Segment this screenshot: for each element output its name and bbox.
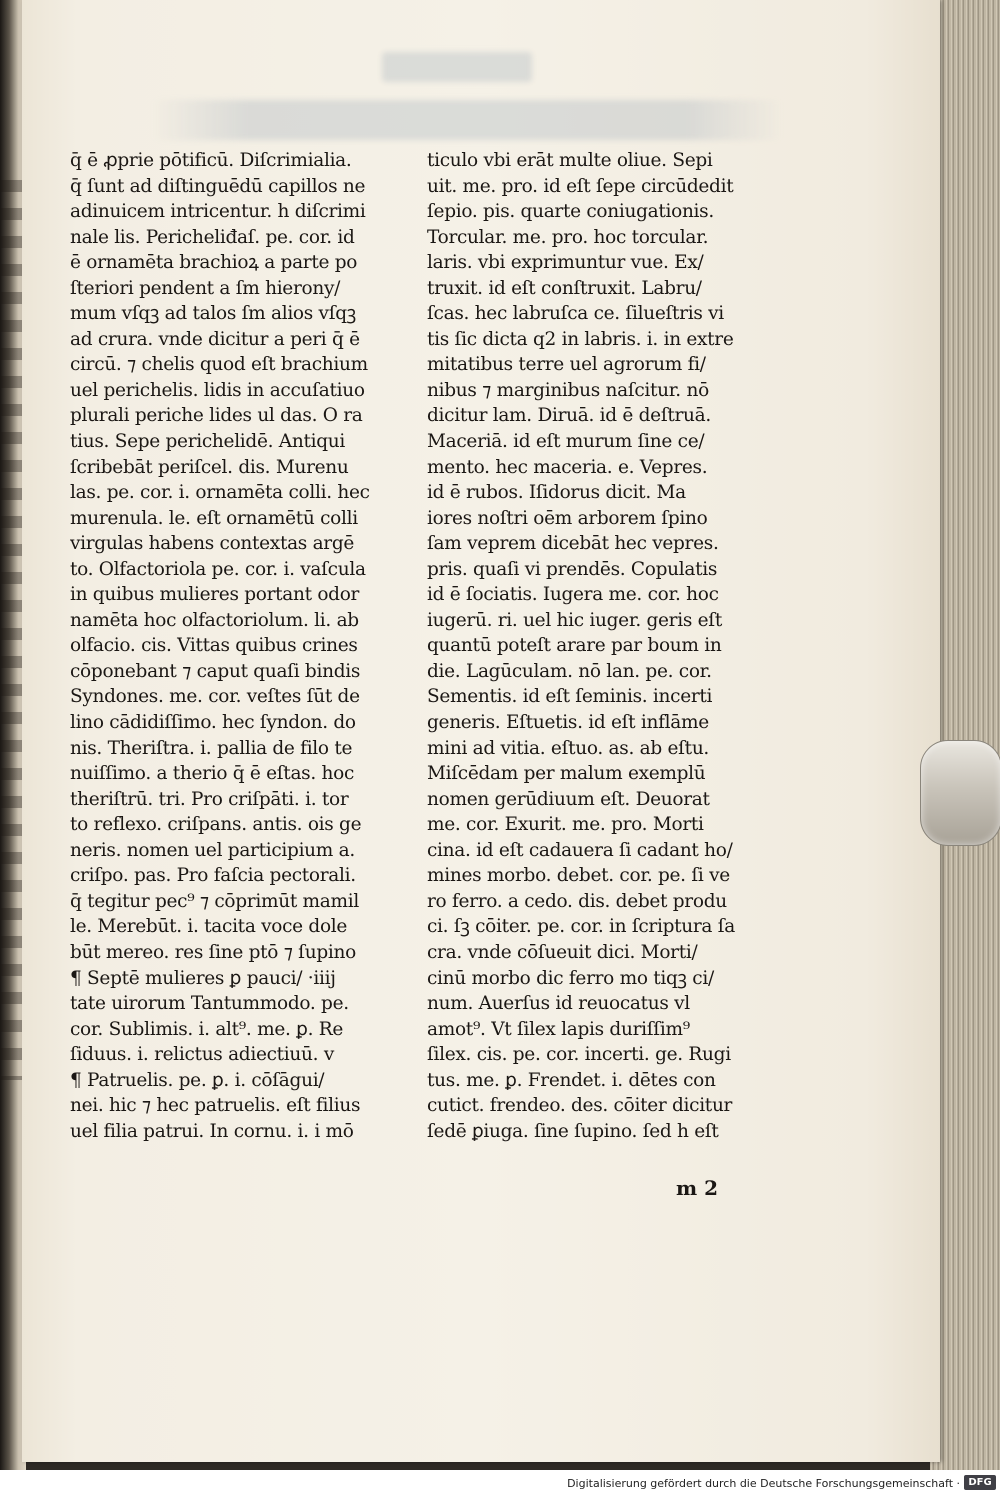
right-column-line: generis. Eſtuetis. id eſt inflāme: [427, 712, 709, 734]
right-column-line: ſilex. cis. pe. cor. incerti. ge. Rugi: [427, 1044, 731, 1066]
left-column-line: nis. Theriſtra. i. pallia de filo te: [70, 737, 353, 759]
left-column-line: to reflexo. criſpans. antis. ois ge: [70, 814, 362, 836]
right-column-line: cina. id eſt cadauera ſi cadant ho/: [427, 839, 733, 861]
left-text-column: [70, 148, 400, 1144]
right-column-line: iugerū. ri. uel hic iuger. geris eſt: [427, 609, 722, 631]
left-column-line: ſiduus. i. relictus adiectiuū. v: [70, 1044, 334, 1066]
left-column-line: theriſtrū. tri. Pro criſpāti. i. tor: [70, 788, 349, 810]
left-column-line: uel perichelis. lidis in accuſatiuo: [70, 379, 365, 401]
right-column-line: ſam veprem dicebāt hec vepres.: [427, 533, 719, 555]
left-column-line: būt mereo. res ſine ptō ⁊ ſupino: [70, 941, 356, 963]
right-column-line: laris. vbi exprimuntur vue. Ex/: [427, 252, 704, 274]
left-column-line: virgulas habens contextas argē: [70, 533, 355, 555]
left-column-line: criſpo. pas. Pro faſcia pectorali.: [70, 865, 356, 887]
left-column-line: circū. ⁊ chelis quod eſt brachium: [70, 354, 368, 376]
right-column-line: cinū morbo dic ferro mo tiqꝫ ci/: [427, 967, 714, 989]
right-column-line: me. cor. Exurit. me. pro. Morti: [427, 814, 704, 836]
left-column-line: murenula. le. eſt ornamētū colli: [70, 507, 358, 529]
right-column-line: dicitur lam. Diruā. id ē deſtruā.: [427, 405, 711, 427]
right-column-line: pris. quaſi vi prendēs. Copulatis: [427, 558, 718, 580]
left-column-line: q̄ tegitur pec⁹ ⁊ cōprimūt mamil: [70, 890, 359, 912]
left-column-line: Syndones. me. cor. veſtes ſūt de: [70, 686, 360, 708]
left-column-line: cor. Sublimis. i. alt⁹. me. ꝑ. Re: [70, 1018, 344, 1040]
bleed-through-rule: [152, 100, 782, 140]
right-column-line: Torcular. me. pro. hoc torcular.: [427, 226, 709, 248]
right-column-line: quantū poteſt arare par boum in: [427, 635, 722, 657]
right-column-line: amot⁹. Vt ſilex lapis duriſſim⁹: [427, 1018, 690, 1040]
page-stack-edges: [930, 0, 1000, 1470]
right-column-line: ſepio. pis. quarte coniugationis.: [427, 201, 714, 223]
right-column-line: truxit. id eſt conſtruxit. Labru/: [427, 277, 702, 299]
left-column-line: olfacio. cis. Vittas quibus crines: [70, 635, 358, 657]
left-column-line: namēta hoc olfactoriolum. li. ab: [70, 609, 359, 631]
page-clip: [920, 740, 1000, 846]
right-column-line: Sementis. id eſt ſeminis. incerti: [427, 686, 713, 708]
left-column-line: tius. Sepe perichelidē. Antiqui: [70, 431, 345, 453]
right-column-line: id ē ſociatis. Iugera me. cor. hoc: [427, 584, 719, 606]
left-column-line: ſteriori pendent a ſm hierony/: [70, 277, 341, 299]
right-column-line: mitatibus terre uel agrorum fi/: [427, 354, 706, 376]
left-column-line: in quibus mulieres portant odor: [70, 584, 360, 606]
left-column-line: nuiſſimo. a therio q̄ ē eſtas. hoc: [70, 763, 355, 785]
signature-mark: m 2: [676, 1176, 719, 1200]
left-column-line: tate uirorum Tantummodo. pe.: [70, 993, 349, 1015]
left-column-line: mum vſqꝫ ad talos ſm alios vſqꝫ: [70, 303, 356, 325]
right-column-line: mento. hec maceria. e. Vepres.: [427, 456, 708, 478]
left-column-line: to. Olfactoriola pe. cor. i. vaſcula: [70, 558, 366, 580]
right-column-line: id ē rubos. Iſidorus dicit. Ma: [427, 482, 686, 504]
right-column-line: cutict. frendeo. des. cōiter dicitur: [427, 1095, 733, 1117]
left-column-line: nale lis. Pericheliđaſ. pe. cor. id: [70, 226, 355, 248]
right-column-line: uit. me. pro. id eſt ſepe circūdedit: [427, 175, 734, 197]
left-column-line: cōponebant ⁊ caput quaſi bindis: [70, 660, 361, 682]
right-column-line: cra. vnde cōſueuit dici. Morti/: [427, 941, 698, 963]
right-column-line: mines morbo. debet. cor. pe. ſi ve: [427, 865, 730, 887]
right-column-line: num. Auerſus id reuocatus vl: [427, 993, 690, 1015]
bleed-through-heading: [382, 52, 532, 82]
left-column-line: las. pe. cor. i. ornamēta colli. hec: [70, 482, 370, 504]
right-column-line: Maceriā. id eſt murum ſine ce/: [427, 431, 705, 453]
dfg-logo: DFG: [964, 1475, 996, 1490]
left-column-line: q̄ ſunt ad diſtinguēdū capillos ne: [70, 175, 366, 197]
footer-bar: [0, 1470, 1000, 1497]
funding-credit: Digitalisierung gefördert durch die Deutsche Forschungsgemeinschaft ·: [567, 1477, 960, 1490]
left-column-line: ¶ Septē mulieres ꝑ pauci/ ·iiij: [70, 967, 336, 989]
right-column-line: ci. ſꝫ cōiter. pe. cor. in ſcriptura ſa: [427, 916, 736, 938]
left-column-line: nei. hic ⁊ hec patruelis. eſt filius: [70, 1095, 361, 1117]
left-column-line: neris. nomen uel participium a.: [70, 839, 355, 861]
right-column-line: iores noſtri oēm arborem ſpino: [427, 507, 708, 529]
right-column-line: ticulo vbi erāt multe oliue. Sepi: [427, 150, 713, 171]
left-column-line: lino cādidiſſimo. hec ſyndon. do: [70, 712, 356, 734]
right-column-line: ſcas. hec labruſca ce. ſilueſtris vi: [427, 303, 724, 325]
right-column-line: tus. me. ꝑ. Frendet. i. dētes con: [427, 1069, 716, 1091]
right-column-line: ſedē ꝑiuga. ſine ſupino. ſed h eſt: [427, 1120, 719, 1142]
left-column-line: ¶ Patruelis. pe. ꝑ. i. cōſāgui/: [70, 1069, 325, 1091]
left-column-line: adinuicem intricentur. h diſcrimi: [70, 201, 366, 223]
right-column-line: ro ferro. a cedo. dis. debet produ: [427, 890, 727, 912]
right-text-column: [427, 148, 767, 1144]
right-column-line: mini ad vitia. eſtuo. as. ab eſtu.: [427, 737, 710, 759]
left-column-line: ſcribebāt periſcel. dis. Murenu: [70, 456, 349, 478]
left-column-line: le. Merebūt. i. tacita voce dole: [70, 916, 348, 938]
right-column-line: nibus ⁊ marginibus naſcitur. nō: [427, 379, 709, 401]
left-column-line: plurali periche lides ul das. O ra: [70, 405, 363, 427]
right-column-line: nomen gerūdiuum eſt. Deuorat: [427, 788, 710, 810]
right-column-line: Miſcēdam per malum exemplū: [427, 763, 706, 785]
right-column-line: tis ſic dicta q2 in labris. i. in extre: [427, 328, 734, 350]
right-column-line: die. Lagūculam. nō lan. pe. cor.: [427, 660, 712, 682]
left-column-line: q̄ ē ꝓprie pōtificū. Diſcrimialia.: [70, 150, 352, 171]
left-column-line: ad crura. vnde dicitur a peri q̄ ē: [70, 328, 360, 350]
left-column-line: uel filia patrui. In cornu. i. i mō: [70, 1120, 354, 1142]
left-column-line: ē ornamēta brachioꝝ a parte po: [70, 252, 358, 274]
